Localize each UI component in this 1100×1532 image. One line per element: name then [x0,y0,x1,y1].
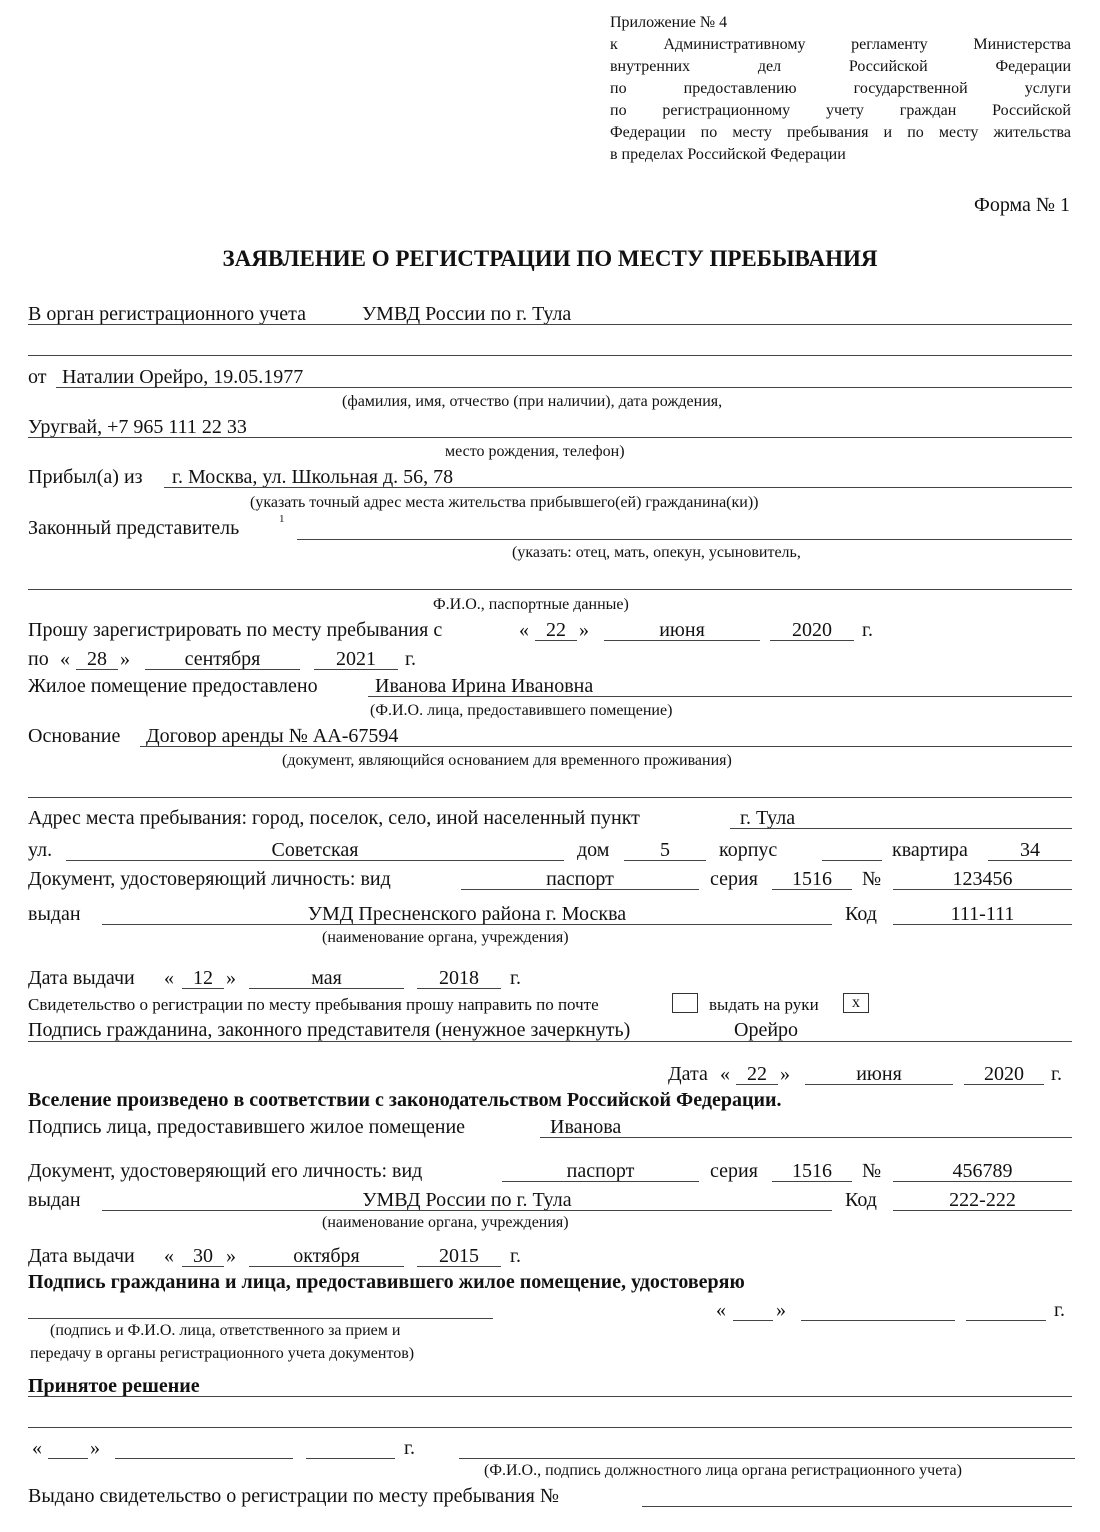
quote-open: « [164,967,174,989]
owner-series-field[interactable]: 1516 [792,1160,832,1182]
certifier-hint-2: передачу в органы регистрационного учета документов) [30,1345,415,1362]
issued-certificate-label: Выдано свидетельство о регистрации по месту пребывания № [28,1485,559,1507]
page-title: ЗАЯВЛЕНИЕ О РЕГИСТРАЦИИ ПО МЕСТУ ПРЕБЫВАНИЯ [222,246,878,271]
city-underline [730,828,1072,829]
id-doc-type-field[interactable]: паспорт [546,868,614,890]
basis-hint: (документ, являющийся основанием для временного проживания) [282,752,732,769]
basis-label: Основание [28,725,121,747]
appendix-line: Федерации по месту пребывания и по месту жительства [610,124,1071,141]
appendix-line: в пределах Российской Федерации [610,146,846,163]
premises-hint: (Ф.И.О. лица, предоставившего помещение) [370,702,673,719]
certificate-number-field[interactable] [642,1506,1072,1507]
official-signature-field[interactable] [459,1458,1075,1459]
decision-field[interactable] [28,1396,1072,1397]
issue-date-label: Дата выдачи [28,967,135,989]
owner-issue-month-field[interactable]: октября [293,1245,360,1267]
decision-field-2[interactable] [28,1427,1072,1428]
certify-year-field[interactable] [966,1320,1046,1321]
quote-open: « [720,1063,730,1085]
year-suffix: г. [1054,1299,1065,1321]
from-month-underline [604,640,760,641]
to-year-underline [314,669,398,670]
owner-signature-field[interactable]: Иванова [550,1116,622,1138]
birthplace-hint: место рождения, телефон) [445,443,625,460]
owner-number-field[interactable]: 456789 [952,1160,1013,1182]
number-label: № [862,1160,882,1182]
issued-label: выдан [28,1189,81,1211]
to-day-underline [76,669,118,670]
city-field[interactable]: г. Тула [740,807,796,829]
signed-year-underline [964,1084,1044,1085]
basis-field[interactable]: Договор аренды № АА-67594 [146,725,399,747]
year-suffix: г. [510,967,521,989]
hand-delivery-checkbox[interactable]: x [843,993,869,1013]
arrived-underline [164,487,1072,488]
quote-open: « [32,1437,42,1459]
decision-year-field[interactable] [306,1458,395,1459]
building-label: корпус [719,839,778,861]
from-label: от [28,366,47,388]
id-doc-label: Документ, удостоверяющий личность: вид [28,868,391,890]
quote-open: « [519,619,529,641]
street-field[interactable]: Советская [271,839,359,861]
owner-signature-label: Подпись лица, предоставившего жилое помещение [28,1116,466,1138]
certifier-signature-field[interactable] [28,1318,493,1319]
from-day-field[interactable]: 22 [546,619,566,641]
appendix-number: Приложение № 4 [610,14,728,31]
owner-doc-type-field[interactable]: паспорт [566,1160,635,1182]
number-label: № [862,868,882,890]
year-suffix: г. [1051,1063,1062,1085]
owner-issue-day-underline [182,1266,224,1267]
birthplace-phone-field[interactable]: Уругвай, +7 965 111 22 33 [28,416,247,438]
representative-hint-2: Ф.И.О., паспортные данные) [433,596,629,613]
owner-doc-type-underline [502,1181,699,1182]
street-label: ул. [28,839,53,861]
representative-label: Законный представитель [28,517,240,539]
number-underline [893,889,1072,890]
year-suffix: г. [510,1245,521,1267]
arrived-hint: (указать точный адрес места жительства прибывшего(ей) гражданина(ки)) [250,494,759,511]
signature-label: Подпись гражданина, законного представителя (ненужное зачеркнуть) [28,1019,631,1041]
signed-month-underline [805,1084,953,1085]
owner-signature-underline [540,1137,1072,1138]
owner-series-underline [772,1181,852,1182]
year-suffix: г. [404,1437,415,1459]
representative-field[interactable] [297,539,1072,540]
appendix-line: к Административному регламенту Министерства [610,36,1071,53]
premises-underline [368,696,1072,697]
appendix-line: по регистрационному учету граждан Российской [610,102,1071,119]
authority-label: В орган регистрационного учета [28,303,306,325]
year-suffix: г. [862,619,873,641]
quote-close: » [226,1245,236,1267]
issued-hint: (наименование органа, учреждения) [322,929,569,946]
quote-close: » [90,1437,100,1459]
owner-code-underline [893,1210,1072,1211]
year-suffix: г. [405,648,416,670]
decision-month-field[interactable] [115,1458,293,1459]
to-label: по [28,648,49,670]
signature-underline [28,1041,1072,1042]
issue-month-field[interactable]: мая [311,967,342,989]
mail-checkbox[interactable] [672,993,698,1013]
issue-day-field[interactable]: 12 [193,967,213,989]
hand-delivery-label: выдать на руки [709,995,819,1014]
code-field[interactable]: 111-111 [950,903,1015,925]
decision-label: Принятое решение [28,1375,200,1397]
house-label: дом [577,839,610,861]
issue-day-underline [182,988,224,989]
appendix-line: внутренних дел Российской Федерации [610,58,1071,75]
owner-issued-by-field[interactable]: УМВД России по г. Тула [362,1189,572,1211]
date-label: Дата [668,1063,708,1085]
signature-field[interactable]: Орейро [734,1019,799,1041]
from-month-field[interactable]: июня [659,619,705,641]
basis-underline [140,746,1072,747]
issue-date-label: Дата выдачи [28,1245,135,1267]
signed-year-field[interactable]: 2020 [984,1063,1024,1085]
issue-year-field[interactable]: 2018 [439,967,479,989]
apartment-label: квартира [892,839,968,861]
from-year-underline [770,640,854,641]
quote-close: » [579,619,589,641]
house-underline [624,860,706,861]
code-label: Код [845,903,877,925]
issued-label: выдан [28,903,81,925]
premises-label: Жилое помещение предоставлено [28,675,318,697]
representative-hint: (указать: отец, мать, опекун, усыновитель, [512,544,801,561]
applicant-name-hint: (фамилия, имя, отчество (при наличии), дата рождения, [342,393,723,410]
code-underline [893,924,1072,925]
issue-year-underline [417,988,501,989]
quote-open: « [716,1299,726,1321]
code-label: Код [845,1189,877,1211]
owner-issue-month-underline [249,1266,404,1267]
apartment-field[interactable]: 34 [1020,839,1040,861]
quote-close: » [776,1299,786,1321]
from-day-underline [535,640,577,641]
from-year-field[interactable]: 2020 [792,619,832,641]
certificate-delivery-label: Свидетельство о регистрации по месту пребывания прошу направить по почте [28,995,599,1014]
quote-open: « [164,1245,174,1267]
authority-value[interactable]: УМВД России по г. Тула [362,303,572,325]
house-field[interactable]: 5 [660,839,670,861]
form-number: Форма № 1 [974,194,1070,216]
appendix-line: по предоставлению государственной услуги [610,80,1071,97]
number-field[interactable]: 123456 [952,868,1013,890]
owner-issue-day-field[interactable]: 30 [193,1245,213,1267]
blank-line [28,355,1072,356]
issue-month-underline [249,988,404,989]
settlement-statement: Вселение произведено в соответствии с законодательством Российской Федерации. [28,1089,782,1111]
certifier-hint: (подпись и Ф.И.О. лица, ответственного за прием и [50,1322,401,1339]
quote-close: » [120,648,130,670]
footnote-mark: 1 [279,513,285,525]
authority-underline [28,324,1072,325]
applicant-name-field[interactable]: Наталии Орейро, 19.05.1977 [62,366,304,388]
to-month-field[interactable]: сентября [184,648,261,670]
arrived-label: Прибыл(а) из [28,466,143,488]
series-label: серия [710,1160,758,1182]
owner-number-underline [893,1181,1072,1182]
certify-day-field[interactable] [733,1320,773,1321]
quote-close: » [226,967,236,989]
to-year-field[interactable]: 2021 [336,648,376,670]
quote-close: » [780,1063,790,1085]
series-field[interactable]: 1516 [792,868,832,890]
certify-month-field[interactable] [801,1320,955,1321]
street-underline [66,860,564,861]
representative-field-2[interactable] [28,589,1072,590]
building-underline [822,860,882,861]
official-hint: (Ф.И.О., подпись должностного лица органа регистрационного учета) [484,1462,962,1479]
owner-issue-year-field[interactable]: 2015 [439,1245,479,1267]
issued-by-underline [102,924,832,925]
applicant-name-underline [56,387,1072,388]
owner-issue-year-underline [417,1266,501,1267]
request-label: Прошу зарегистрировать по месту пребывания с [28,619,443,641]
issued-by-field[interactable]: УМД Пресненского района г. Москва [307,903,627,925]
blank-line [28,797,1072,798]
birthplace-underline [28,437,1072,438]
signed-month-field[interactable]: июня [856,1063,902,1085]
arrived-from-field[interactable]: г. Москва, ул. Школьная д. 56, 78 [172,466,454,488]
issued-hint: (наименование органа, учреждения) [322,1214,569,1231]
series-underline [772,889,852,890]
premises-owner-field[interactable]: Иванова Ирина Ивановна [375,675,594,697]
owner-issued-by-underline [102,1210,832,1211]
quote-open: « [60,648,70,670]
series-label: серия [710,868,758,890]
owner-doc-label: Документ, удостоверяющий его личность: вид [28,1160,423,1182]
signed-day-field[interactable]: 22 [747,1063,767,1085]
address-label: Адрес места пребывания: город, поселок, село, иной населенный пункт [28,807,640,829]
to-month-underline [145,669,300,670]
certify-label: Подпись гражданина и лица, предоставившего жилое помещение, удостоверяю [28,1271,745,1293]
decision-day-field[interactable] [48,1458,88,1459]
apartment-underline [988,860,1072,861]
signed-day-underline [736,1084,778,1085]
owner-code-field[interactable]: 222-222 [949,1189,1016,1211]
to-day-field[interactable]: 28 [87,648,107,670]
id-doc-type-underline [461,889,699,890]
